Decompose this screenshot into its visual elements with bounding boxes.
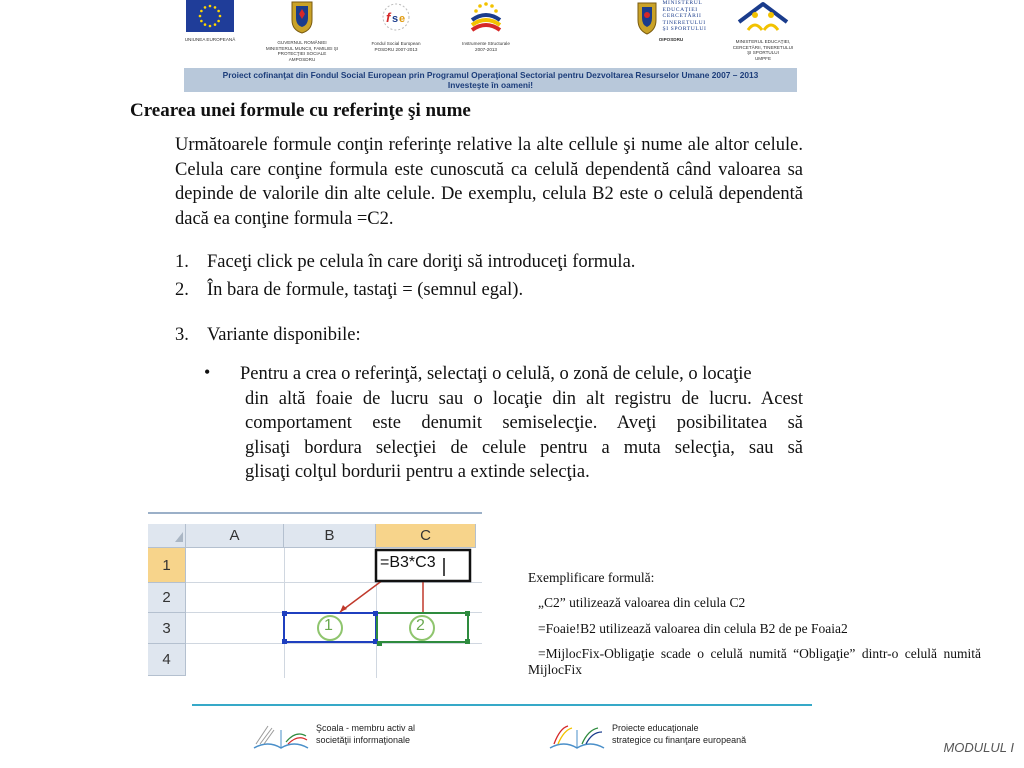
callout-2: 2 bbox=[416, 617, 425, 634]
open-book-icon bbox=[250, 722, 312, 752]
footer-divider bbox=[192, 704, 812, 706]
footer-left-line-1: Şcoala - membru activ al bbox=[316, 723, 416, 733]
step-1 bbox=[175, 252, 635, 273]
bullet-line: glisaţi bordura selecţiei de celule pentru a muta selecţia, sau să bbox=[245, 437, 803, 458]
step-number: 2. bbox=[175, 280, 189, 300]
logo-caption: GUVERNUL ROMÂNIEI MINISTERUL MUNCII, FAMILIEI ŞI PROTECŢIEI SOCIALE AMPOSDRU bbox=[265, 40, 339, 62]
row-header-1: 1 bbox=[148, 548, 186, 583]
banner-line-1: Proiect cofinanţat din Fondul Social European prin Programul Operaţional Sectorial pentru Dezvoltarea Resurselor Umane 2007 – 2013 bbox=[222, 70, 759, 80]
umpfe-icon bbox=[733, 0, 793, 34]
logo-caption: UNIUNEA EUROPEANĂ bbox=[184, 37, 236, 42]
banner-line-2: Investeşte în oameni! bbox=[447, 80, 534, 90]
step-text: Faceţi click pe celula în care doriţi să introduceţi formula. bbox=[207, 252, 636, 272]
romania-crest-icon bbox=[289, 0, 315, 34]
project-banner bbox=[184, 68, 797, 92]
formula-examples bbox=[528, 570, 981, 687]
logo-caption: Fondul Social European POSDRU 2007-2013 bbox=[371, 41, 421, 52]
footer-left bbox=[250, 722, 415, 746]
eu-logo bbox=[180, 0, 240, 43]
fse-icon bbox=[378, 0, 414, 34]
step-text: Variante disponibile: bbox=[207, 325, 361, 345]
colorful-book-icon bbox=[546, 722, 608, 752]
footer-left-line-2: societăţii informaţionale bbox=[316, 735, 411, 745]
logo-caption: MINISTERUL EDUCAŢIEI, CERCETĂRII, TINERETULUI ŞI SPORTULUI UMPFE bbox=[732, 39, 794, 61]
example-item: =Foaie!B2 utilizează valoarea din celula B2 de pe Foaia2 bbox=[538, 620, 848, 636]
row-header-2: 2 bbox=[148, 583, 186, 613]
umpfe-logo bbox=[725, 0, 801, 61]
column-header-b: B bbox=[284, 524, 376, 548]
example-item: „C2” utilizează valoarea din celula C2 bbox=[538, 595, 746, 611]
ministry-crest-icon bbox=[635, 0, 659, 36]
bullet-line: din altă foaie de lucru sau o locaţie din alt registru de lucru. Acest bbox=[245, 388, 803, 409]
column-header-a: A bbox=[186, 524, 284, 548]
bullet-line: glisaţi colţul bordurii pentru a extinde selecţia. bbox=[245, 462, 590, 483]
logo-row bbox=[180, 0, 800, 64]
step-2 bbox=[175, 280, 523, 301]
spreadsheet-screenshot bbox=[148, 512, 482, 678]
callout-1: 1 bbox=[324, 617, 333, 634]
eu-flag-icon bbox=[186, 0, 234, 32]
module-label: MODULUL I bbox=[943, 740, 1014, 755]
svg-text:e: e bbox=[399, 13, 406, 25]
svg-text:s: s bbox=[392, 13, 399, 25]
step-3 bbox=[175, 325, 361, 346]
footer-right-line-1: Proiecte educaţionale bbox=[612, 723, 699, 733]
page-title: Crearea unei formule cu referinţe şi nume bbox=[130, 100, 471, 121]
bullet-line: comportament este denumit semiselecţie. Aveţi posibilitatea să bbox=[245, 413, 803, 434]
bullet-line: Pentru a crea o referinţă, selectaţi o celulă, o zonă de celule, o locaţie bbox=[240, 364, 752, 384]
step-text: În bara de formule, tastaţi = (semnul egal). bbox=[207, 280, 524, 300]
step-number: 3. bbox=[175, 325, 189, 345]
ministry-oiposdru-logo bbox=[628, 0, 714, 43]
logo-caption: OIPOSDRU bbox=[658, 37, 684, 42]
formula-cell[interactable]: =B3*C3 bbox=[380, 554, 436, 571]
structural-instruments-icon bbox=[466, 0, 506, 34]
reference-overlay bbox=[148, 514, 482, 678]
bullet-paragraph bbox=[240, 362, 803, 485]
example-item: =MijlocFix-Obligaţie scade o celulă numită “Obligaţie” dintr-o celulă numită MijlocFix bbox=[528, 645, 981, 677]
bullet-icon: • bbox=[204, 362, 211, 382]
row-header-3: 3 bbox=[148, 613, 186, 644]
column-header-c: C bbox=[376, 524, 476, 548]
row-header-4: 4 bbox=[148, 644, 186, 676]
ministry-name: MINISTERUL EDUCAŢIEI CERCETĂRII TINERETULUI ŞI SPORTULUI bbox=[662, 0, 707, 33]
logo-caption: Instrumente Structurale 2007-2013 bbox=[462, 41, 510, 52]
examples-heading: Exemplificare formulă: bbox=[528, 570, 655, 585]
svg-text:f: f bbox=[386, 10, 391, 25]
fse-logo bbox=[366, 0, 426, 52]
footer-right-line-2: strategice cu finanţare europeană bbox=[612, 735, 747, 745]
step-number: 1. bbox=[175, 252, 189, 272]
romania-government-logo bbox=[264, 0, 340, 62]
footer-right bbox=[546, 722, 746, 746]
structural-instruments-logo bbox=[456, 0, 516, 52]
intro-paragraph: Următoarele formule conţin referinţe relative la alte cellule şi nume ale altor celule. Celula care conţine formula este cunoscută ca celulă dependentă când valoarea sa depinde de valorile din alte celule. De exemplu, celula B2 este o celulă dependentă dacă ea conţine formula =C2. bbox=[175, 135, 803, 229]
